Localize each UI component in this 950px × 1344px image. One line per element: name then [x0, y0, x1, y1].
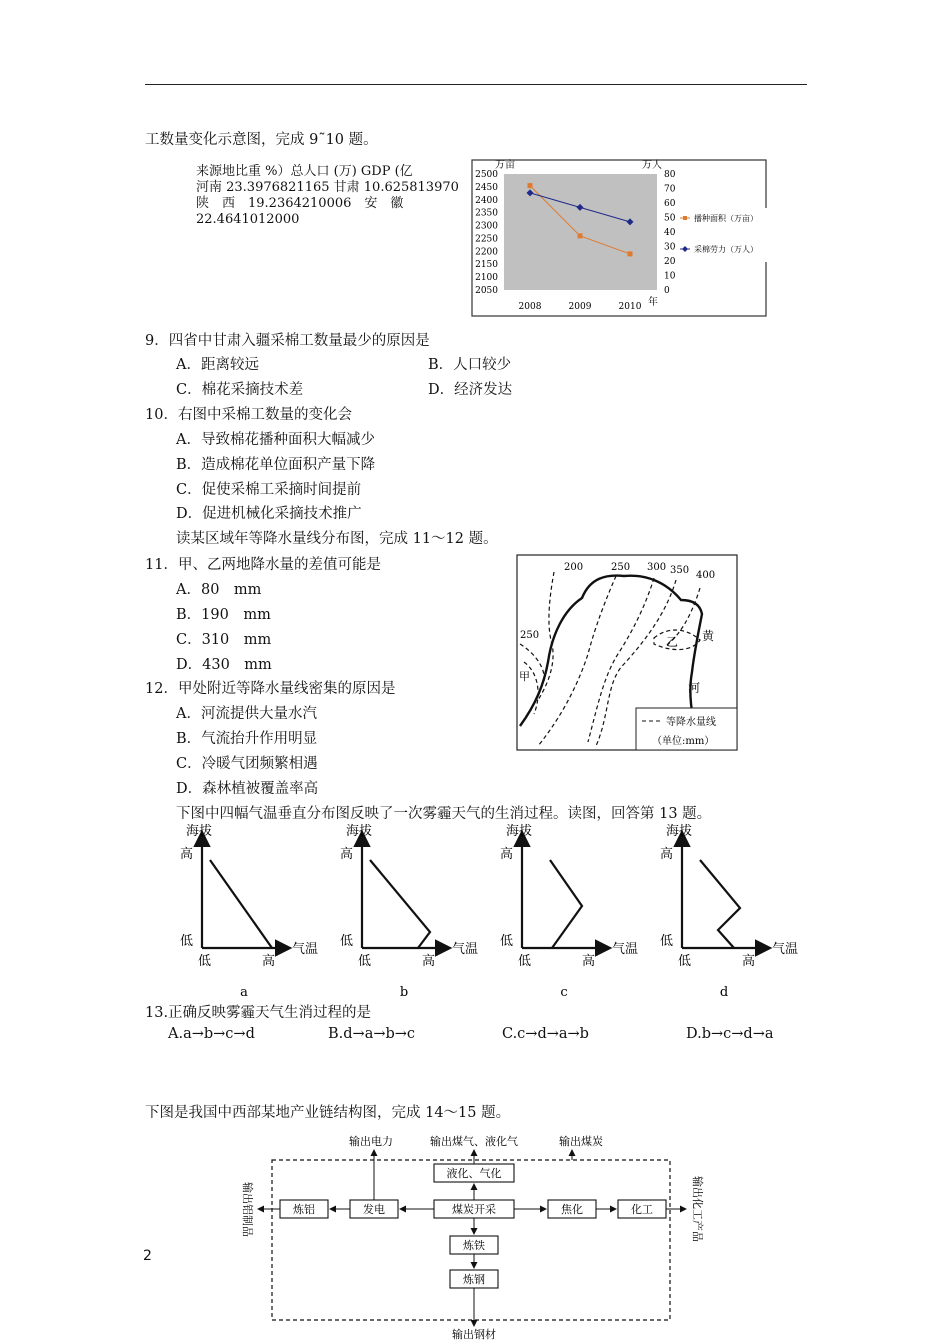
right-tick: 80 — [664, 170, 676, 180]
x-high-label: 高 — [262, 954, 276, 969]
label-steel: 炼钢 — [463, 1273, 485, 1286]
temp-graph-b — [340, 823, 478, 998]
source-line-2: 河南 23.3976821165 甘肃 10.625813970 — [196, 180, 459, 195]
industry-diagram — [236, 1130, 716, 1340]
temperature-profile — [210, 860, 272, 948]
left-tick: 2100 — [475, 273, 498, 284]
map-label-200: 200 — [564, 562, 584, 573]
q10-option-d: D．促进机械化采摘技术推广 — [176, 506, 362, 522]
y-axis-label: 海拔 — [186, 824, 213, 839]
q10-stem: 10．右图中采棉工数量的变化会 — [145, 407, 352, 423]
precip-map — [516, 554, 738, 751]
label-al: 炼铝 — [293, 1203, 315, 1216]
header-rule — [145, 84, 807, 85]
map-label-350: 350 — [670, 565, 690, 576]
q9-stem: 9．四省中甘肃入疆采棉工数量最少的原因是 — [145, 333, 430, 349]
legend-line-label: 等降水量线 — [666, 717, 716, 728]
y-axis-label: 海拔 — [346, 824, 373, 839]
y-high-label: 高 — [660, 847, 674, 862]
out-coal: 输出煤炭 — [559, 1135, 603, 1148]
label-coke: 焦化 — [561, 1203, 583, 1216]
x-low-label: 低 — [198, 954, 212, 969]
right-tick: 20 — [664, 257, 676, 267]
left-tick: 2400 — [475, 195, 498, 206]
legend-unit: （单位:mm） — [652, 736, 715, 747]
map-label-300: 300 — [647, 562, 667, 573]
left-tick: 2500 — [475, 170, 498, 180]
x-tick: 2009 — [568, 302, 592, 312]
x-axis-label: 气温 — [772, 942, 799, 957]
graph-name: a — [240, 985, 248, 998]
left-tick: 2250 — [475, 234, 498, 245]
x-tick: 2010 — [618, 302, 642, 312]
q12-option-d: D．森林植被覆盖率高 — [176, 781, 319, 797]
x-high-label: 高 — [742, 954, 756, 969]
left-tick: 2200 — [475, 247, 498, 258]
y-low-label: 低 — [340, 934, 354, 949]
plot-area — [504, 174, 657, 290]
temperature-profile — [370, 860, 430, 948]
graph-name: b — [399, 985, 409, 998]
q13-option-b: B.d→a→b→c — [328, 1026, 416, 1042]
q11-option-c: C．310 mm — [176, 632, 272, 648]
cotton-chart — [470, 156, 768, 318]
q13-stem: 13.正确反映雾霾天气生消过程的是 — [145, 1005, 372, 1021]
place-jia: 甲 — [519, 670, 530, 683]
page-number: 2 — [143, 1248, 152, 1264]
x-axis-label: 气温 — [452, 942, 479, 957]
y-high-label: 高 — [180, 847, 194, 862]
source-line-3: 陕 西 19.2364210006 安 徽 — [196, 196, 404, 211]
x-high-label: 高 — [422, 954, 436, 969]
river-label-2: 河 — [688, 681, 701, 695]
left-unit: 万亩 — [495, 160, 515, 171]
q13-option-c: C.c→d→a→b — [502, 1026, 589, 1042]
x-suffix: 年 — [648, 297, 658, 308]
legend-labor: 采棉劳力（万人） — [694, 245, 758, 254]
series-point-area — [628, 251, 633, 256]
label-power: 发电 — [363, 1203, 385, 1216]
temp-graph-c — [500, 823, 638, 998]
map-label-400: 400 — [696, 570, 716, 581]
x-high-label: 高 — [582, 954, 596, 969]
label-iron: 炼铁 — [463, 1239, 485, 1252]
x-low-label: 低 — [358, 954, 372, 969]
right-tick: 0 — [664, 286, 670, 296]
label-coal: 煤炭开采 — [452, 1203, 496, 1216]
out-steel: 输出钢材 — [452, 1328, 496, 1340]
q10-option-a: A．导致棉花播种面积大幅减少 — [176, 432, 375, 448]
y-axis-label: 海拔 — [666, 824, 693, 839]
legend-area: 播种面积（万亩） — [694, 214, 758, 223]
x-tick: 2008 — [518, 302, 542, 312]
y-low-label: 低 — [180, 934, 194, 949]
label-chem: 化工 — [631, 1203, 653, 1216]
temp-graphs — [170, 818, 820, 998]
map-label-250-west: 250 — [520, 630, 540, 641]
right-tick: 30 — [664, 242, 676, 253]
q9-option-a: A．距离较远 — [176, 357, 259, 373]
q13-option-a: A.a→b→c→d — [168, 1026, 255, 1042]
q10-option-b: B．造成棉花单位面积产量下降 — [176, 457, 376, 473]
q12-option-b: B．气流抬升作用明显 — [176, 731, 318, 747]
right-tick: 70 — [664, 184, 676, 195]
q9-option-c: C．棉花采摘技术差 — [176, 382, 304, 398]
temp-graph-a — [180, 823, 318, 998]
series-point-area — [528, 183, 533, 188]
temp-graph-d — [660, 823, 798, 998]
graph-name: d — [719, 985, 729, 998]
out-chem: 输出化工产品 — [691, 1176, 704, 1242]
temperature-profile — [550, 860, 582, 948]
legend-area-marker — [683, 216, 687, 220]
label-liquefy: 液化、气化 — [446, 1167, 502, 1180]
y-low-label: 低 — [660, 934, 674, 949]
left-tick: 2150 — [475, 260, 498, 271]
series-point-area — [578, 233, 583, 238]
y-axis-label: 海拔 — [506, 824, 533, 839]
map-label-250: 250 — [611, 562, 631, 573]
temp-intro: 下图中四幅气温垂直分布图反映了一次雾霾天气的生消过程。读图，回答第 13 题。 — [176, 806, 712, 822]
q12-option-c: C．冷暖气团频繁相遇 — [176, 756, 318, 772]
industry-intro: 下图是我国中西部某地产业链结构图，完成 14～15 题。 — [145, 1105, 511, 1121]
intro-text: 工数量变化示意图，完成 9˜10 题。 — [145, 132, 378, 148]
q9-option-b: B．人口较少 — [428, 357, 512, 373]
right-tick: 10 — [664, 271, 676, 282]
out-gas: 输出煤气、液化气 — [430, 1135, 518, 1148]
left-tick: 2300 — [475, 221, 498, 232]
left-tick: 2050 — [475, 286, 498, 296]
place-yi: 乙 — [666, 635, 679, 649]
q13-option-d: D.b→c→d→a — [686, 1026, 774, 1042]
q11-option-d: D．430 mm — [176, 657, 272, 673]
x-low-label: 低 — [518, 954, 532, 969]
source-line-4: 22.4641012000 — [196, 212, 300, 227]
out-power: 输出电力 — [349, 1135, 393, 1148]
y-low-label: 低 — [500, 934, 514, 949]
x-axis-label: 气温 — [292, 942, 319, 957]
q12-option-a: A．河流提供大量水汽 — [176, 706, 317, 722]
q11-stem: 11．甲、乙两地降水量的差值可能是 — [145, 557, 381, 573]
q9-option-d: D．经济发达 — [428, 382, 513, 398]
left-tick: 2350 — [475, 208, 498, 219]
map-intro: 读某区域年等降水量线分布图，完成 11～12 题。 — [176, 531, 498, 547]
q11-option-a: A．80 mm — [176, 582, 262, 598]
temperature-profile — [700, 860, 740, 948]
right-unit: 万人 — [642, 160, 662, 171]
y-high-label: 高 — [340, 847, 354, 862]
y-high-label: 高 — [500, 847, 514, 862]
q12-stem: 12．甲处附近等降水量线密集的原因是 — [145, 681, 396, 697]
source-line-1: 来源地比重 %）总人口 (万) GDP (亿 — [196, 164, 413, 179]
left-tick: 2450 — [475, 182, 498, 193]
q10-option-c: C．促使采棉工采摘时间提前 — [176, 482, 362, 498]
graph-name: c — [560, 985, 568, 998]
right-tick: 50 — [664, 213, 676, 224]
x-axis-label: 气温 — [612, 942, 639, 957]
source-table — [196, 164, 459, 228]
right-tick: 40 — [664, 228, 676, 238]
q11-option-b: B．190 mm — [176, 607, 271, 623]
river-label-1: 黄 — [702, 629, 715, 643]
x-low-label: 低 — [678, 954, 692, 969]
out-al: 输出铝制品 — [241, 1182, 254, 1237]
right-tick: 60 — [664, 199, 676, 209]
